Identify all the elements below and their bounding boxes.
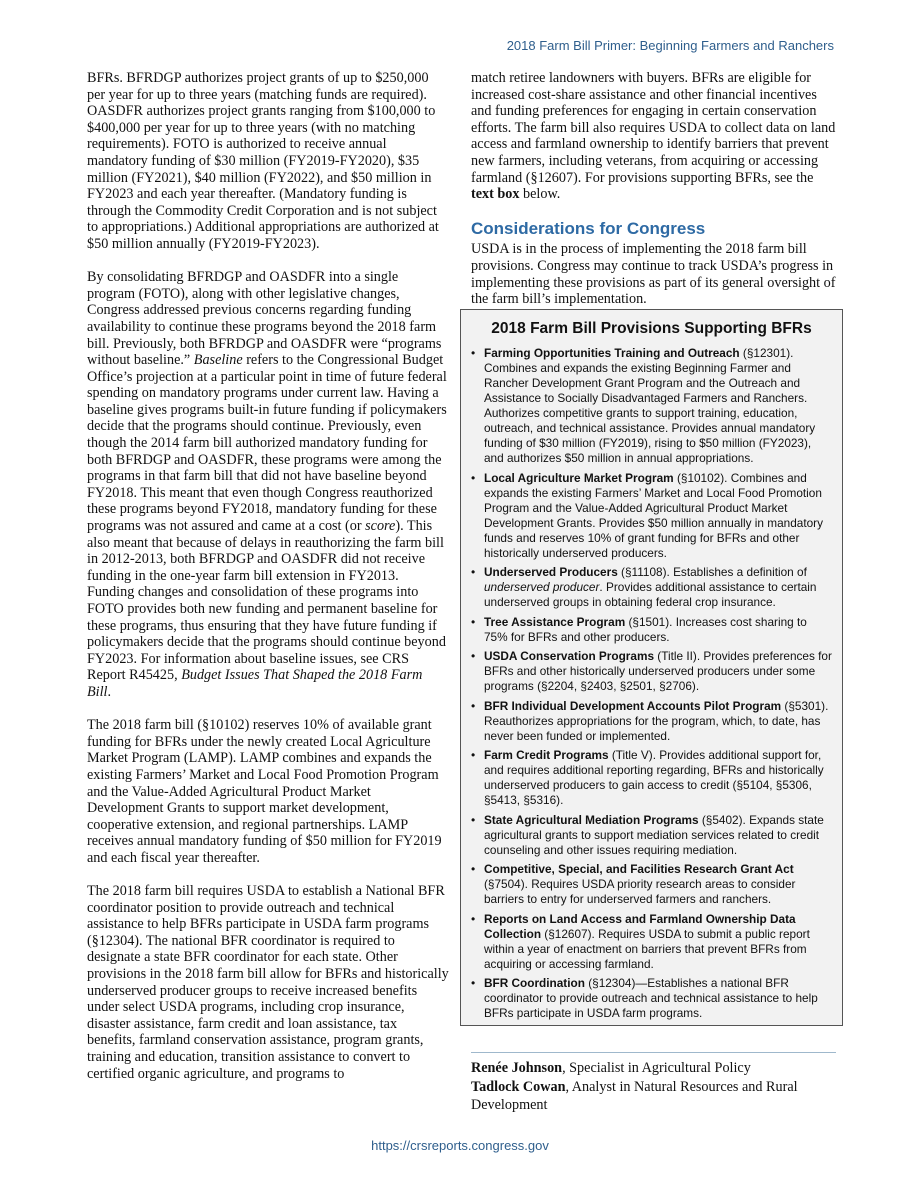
report-title: Budget Issues That Shaped the 2018 Farm Bill xyxy=(87,667,423,700)
provision-text: (§10102). Combines and expands the existing Farmers’ Market and Local Food Promotion Program and the Value-Added Agricultural Product Market Development Grants. Provides $50 million annually in mandatory funds and reserves 10% of grant funding for BFRs and other historically underserved producers. xyxy=(484,470,824,560)
section-heading: Considerations for Congress xyxy=(471,219,706,239)
list-item xyxy=(471,748,832,808)
provision-text: (§1501). Increases cost sharing to 75% for BFRs and other producers. xyxy=(484,614,807,644)
text-run: By consolidating BFRDGP and OASDFR into a single program (FOTO), along with other legislative changes, Congress addressed previous concerns regarding funding availability to continue these programs beyond the 2018 farm bill. Previously, both BFRDGP and OASDFR were “programs without baseline.” xyxy=(87,269,442,369)
text-run: . xyxy=(107,683,112,700)
provision-name: USDA Conservation Programs xyxy=(484,649,655,663)
list-item xyxy=(471,813,832,858)
text-run: match retiree landowners with buyers. BFRs are eligible for increased cost-share assistance and other financial incentives and funding preferences for engaging in certain conservation efforts. The farm bill also requires USDA to collect data on land access and farmland ownership to identify barriers that prevent new farmers, including veterans, from acquiring or accessing farmland (§12607). For provisions supporting BFRs, see the xyxy=(471,70,836,186)
footer-link[interactable]: https://crsreports.congress.gov xyxy=(371,1138,549,1153)
list-item xyxy=(471,912,832,972)
text-box-title: 2018 Farm Bill Provisions Supporting BFRs xyxy=(491,320,812,337)
running-header: 2018 Farm Bill Primer: Beginning Farmers and Ranchers xyxy=(506,38,834,53)
list-item xyxy=(471,699,832,744)
provision-name: BFR Coordination xyxy=(484,976,585,990)
text-box-reference: text box xyxy=(471,186,520,203)
author-name: Tadlock Cowan xyxy=(471,1078,566,1095)
italic-term: underserved producer xyxy=(484,580,600,594)
provision-text: (Title V). Provides additional support for, and requires additional reporting regarding, BFRs and historically underserved producers to gain access to credit (§5104, §5306, §5413, §5316). xyxy=(484,748,824,807)
list-item xyxy=(471,615,832,645)
author-role: , Analyst in Natural Resources and Rural Development xyxy=(471,1078,798,1113)
provisions-text-box xyxy=(460,309,843,1026)
list-item xyxy=(471,346,832,466)
paragraph-considerations: USDA is in the process of implementing the 2018 farm bill provisions. Congress may continue to track USDA’s progress in implementing these provisions as part of its general oversight of the farm bill’s implementation. xyxy=(471,241,836,308)
provision-text: (§11108). Establishes a definition of xyxy=(617,565,807,579)
provision-name: Farming Opportunities Training and Outreach xyxy=(484,346,740,360)
provision-text: (§12301). Combines and expands the existing Beginning Farmer and Rancher Development Grant Program and the Outreach and Assistance to Socially Disadvantaged Farmers and Ranchers. Authorizes competitive grants to support training, education, outreach, and technical assistance. Provides annual mandatory funding of $30 million (FY2019), rising to $50 million (FY2023), and authorizes $50 million in annual appropriations. xyxy=(484,346,816,465)
text-run: below. xyxy=(519,186,561,203)
list-item xyxy=(471,976,832,1021)
paragraph-lamp: The 2018 farm bill (§10102) reserves 10% of available grant funding for BFRs under the newly created Local Agriculture Market Program (LAMP). LAMP combines and expands the existing Farmers’ Market and Local Food Promotion Program and the Value-Added Agricultural Product Market Development Grants to support market development, cooperative extension, and regional partnerships. LAMP receives annual mandatory funding of $50 million for FY2019 and each fiscal year thereafter. xyxy=(87,717,442,866)
provision-name: Local Agriculture Market Program xyxy=(484,470,674,485)
right-column xyxy=(471,70,836,324)
paragraph-foto-funding: BFRs. BFRDGP authorizes project grants of up to $250,000 per year for up to three years (matching funds are required). OASDFR authorizes project grants ranging from $100,000 to $400,000 per year for up to three years (with no matching requirements). FOTO is authorized to receive annual mandatory funding of $30 million (FY2019-FY2020), $35 million (FY2021), $40 million (FY2022), and $50 million in FY2023 and each year thereafter. (Mandatory funding is through the Commodity Credit Corporation and is not subject to appropriations.) Additional appropriations are authorized at $50 million annually (FY2019-FY2023). xyxy=(87,70,439,252)
paragraph-coordinator: The 2018 farm bill requires USDA to establish a National BFR coordinator position to provide outreach and technical assistance to help BFRs participate in USDA farm programs (§12304). The national BFR coordinator is required to designate a state BFR coordinator for each state. Other provisions in the 2018 farm bill allow for BFRs and historically underserved producer groups to receive increased benefits under select USDA programs, including crop insurance, disaster assistance, farm credit and loan assistance, tax benefits, farmland conservation assistance, program grants, training and education, transition assistance to convert to certified organic agriculture, and programs to xyxy=(87,883,449,1082)
provision-name: State Agricultural Mediation Programs xyxy=(484,812,699,827)
provision-text: (§5301). Reauthorizes appropriations for the program, which, to date, has never been funded or implemented. xyxy=(484,698,829,743)
list-item xyxy=(471,565,832,610)
author-role: , Specialist in Agricultural Policy xyxy=(562,1060,751,1076)
text-run: ). This also meant that because of delays in reauthorizing the farm bill in 2012-2013, both BFRDGP and OASDFR did not receive funding in the one-year farm bill extension in FY2013. Funding changes and consolidation of these programs into FOTO provides both new funding and permanent baseline for these programs, thus ensuring that they have future funding if policymakers decide that the programs should continue beyond FY2023. For information about baseline issues, see CRS Report R45425, xyxy=(87,518,446,684)
author-block xyxy=(471,1052,836,1115)
italic-term: score xyxy=(365,518,396,535)
provision-name: Tree Assistance Program xyxy=(484,614,626,629)
provision-text: (Title II). Provides preferences for BFRs and other historically underserved producers under some programs (§2204, §2403, §2501, §2706). xyxy=(484,649,832,693)
provision-text: (§12607). Requires USDA to submit a public report within a year of enactment on barriers that prevent BFRs from acquiring or accessing farmland. xyxy=(484,926,810,971)
provision-name: Competitive, Special, and Facilities Research Grant Act xyxy=(484,862,794,876)
italic-term: Baseline xyxy=(193,352,243,369)
author-line xyxy=(471,1059,836,1078)
paragraph-baseline xyxy=(87,269,449,700)
list-item xyxy=(471,471,832,561)
author-name: Renée Johnson xyxy=(471,1060,563,1076)
provision-text: . Provides additional assistance to certain underserved groups in obtaining federal crop insurance. xyxy=(484,580,817,609)
left-column xyxy=(87,70,449,1099)
author-line xyxy=(471,1078,836,1115)
provision-name: Farm Credit Programs xyxy=(484,748,609,762)
text-run: refers to the Congressional Budget Office’s projection at a particular point in time of future federal spending on mandatory programs under current law. Having a baseline gives programs built-in future funding if policymakers decide that the programs should continue. Previously, even though the 2014 farm bill authorized mandatory funding for both BFRDGP and OASDFR, these programs were among the programs in that farm bill that did not have baseline beyond FY2018. This meant that even though Congress reauthorized these programs beyond FY2018, mandatory funding for these programs was not assured and came at a cost (or xyxy=(87,352,447,535)
provisions-list xyxy=(471,346,832,1021)
provision-name: Reports on Land Access and Farmland Ownership Data Collection xyxy=(484,911,796,941)
provision-text: (§5402). Expands state agricultural grants to support mediation services related to credit counseling and other issues requiring mediation. xyxy=(484,812,824,857)
list-item xyxy=(471,649,832,694)
provision-name: Underserved Producers xyxy=(484,565,618,579)
provision-name: BFR Individual Development Accounts Pilot Program xyxy=(484,698,782,713)
list-item xyxy=(471,862,832,907)
paragraph-retiree xyxy=(471,70,836,203)
provision-text: (§12304)—Establishes a national BFR coordinator to provide outreach and technical assistance to help BFRs participate in USDA farm programs. xyxy=(484,976,818,1020)
provision-text: (§7504). Requires USDA priority research areas to consider barriers to entry for underserved farmers and ranchers. xyxy=(484,877,796,906)
